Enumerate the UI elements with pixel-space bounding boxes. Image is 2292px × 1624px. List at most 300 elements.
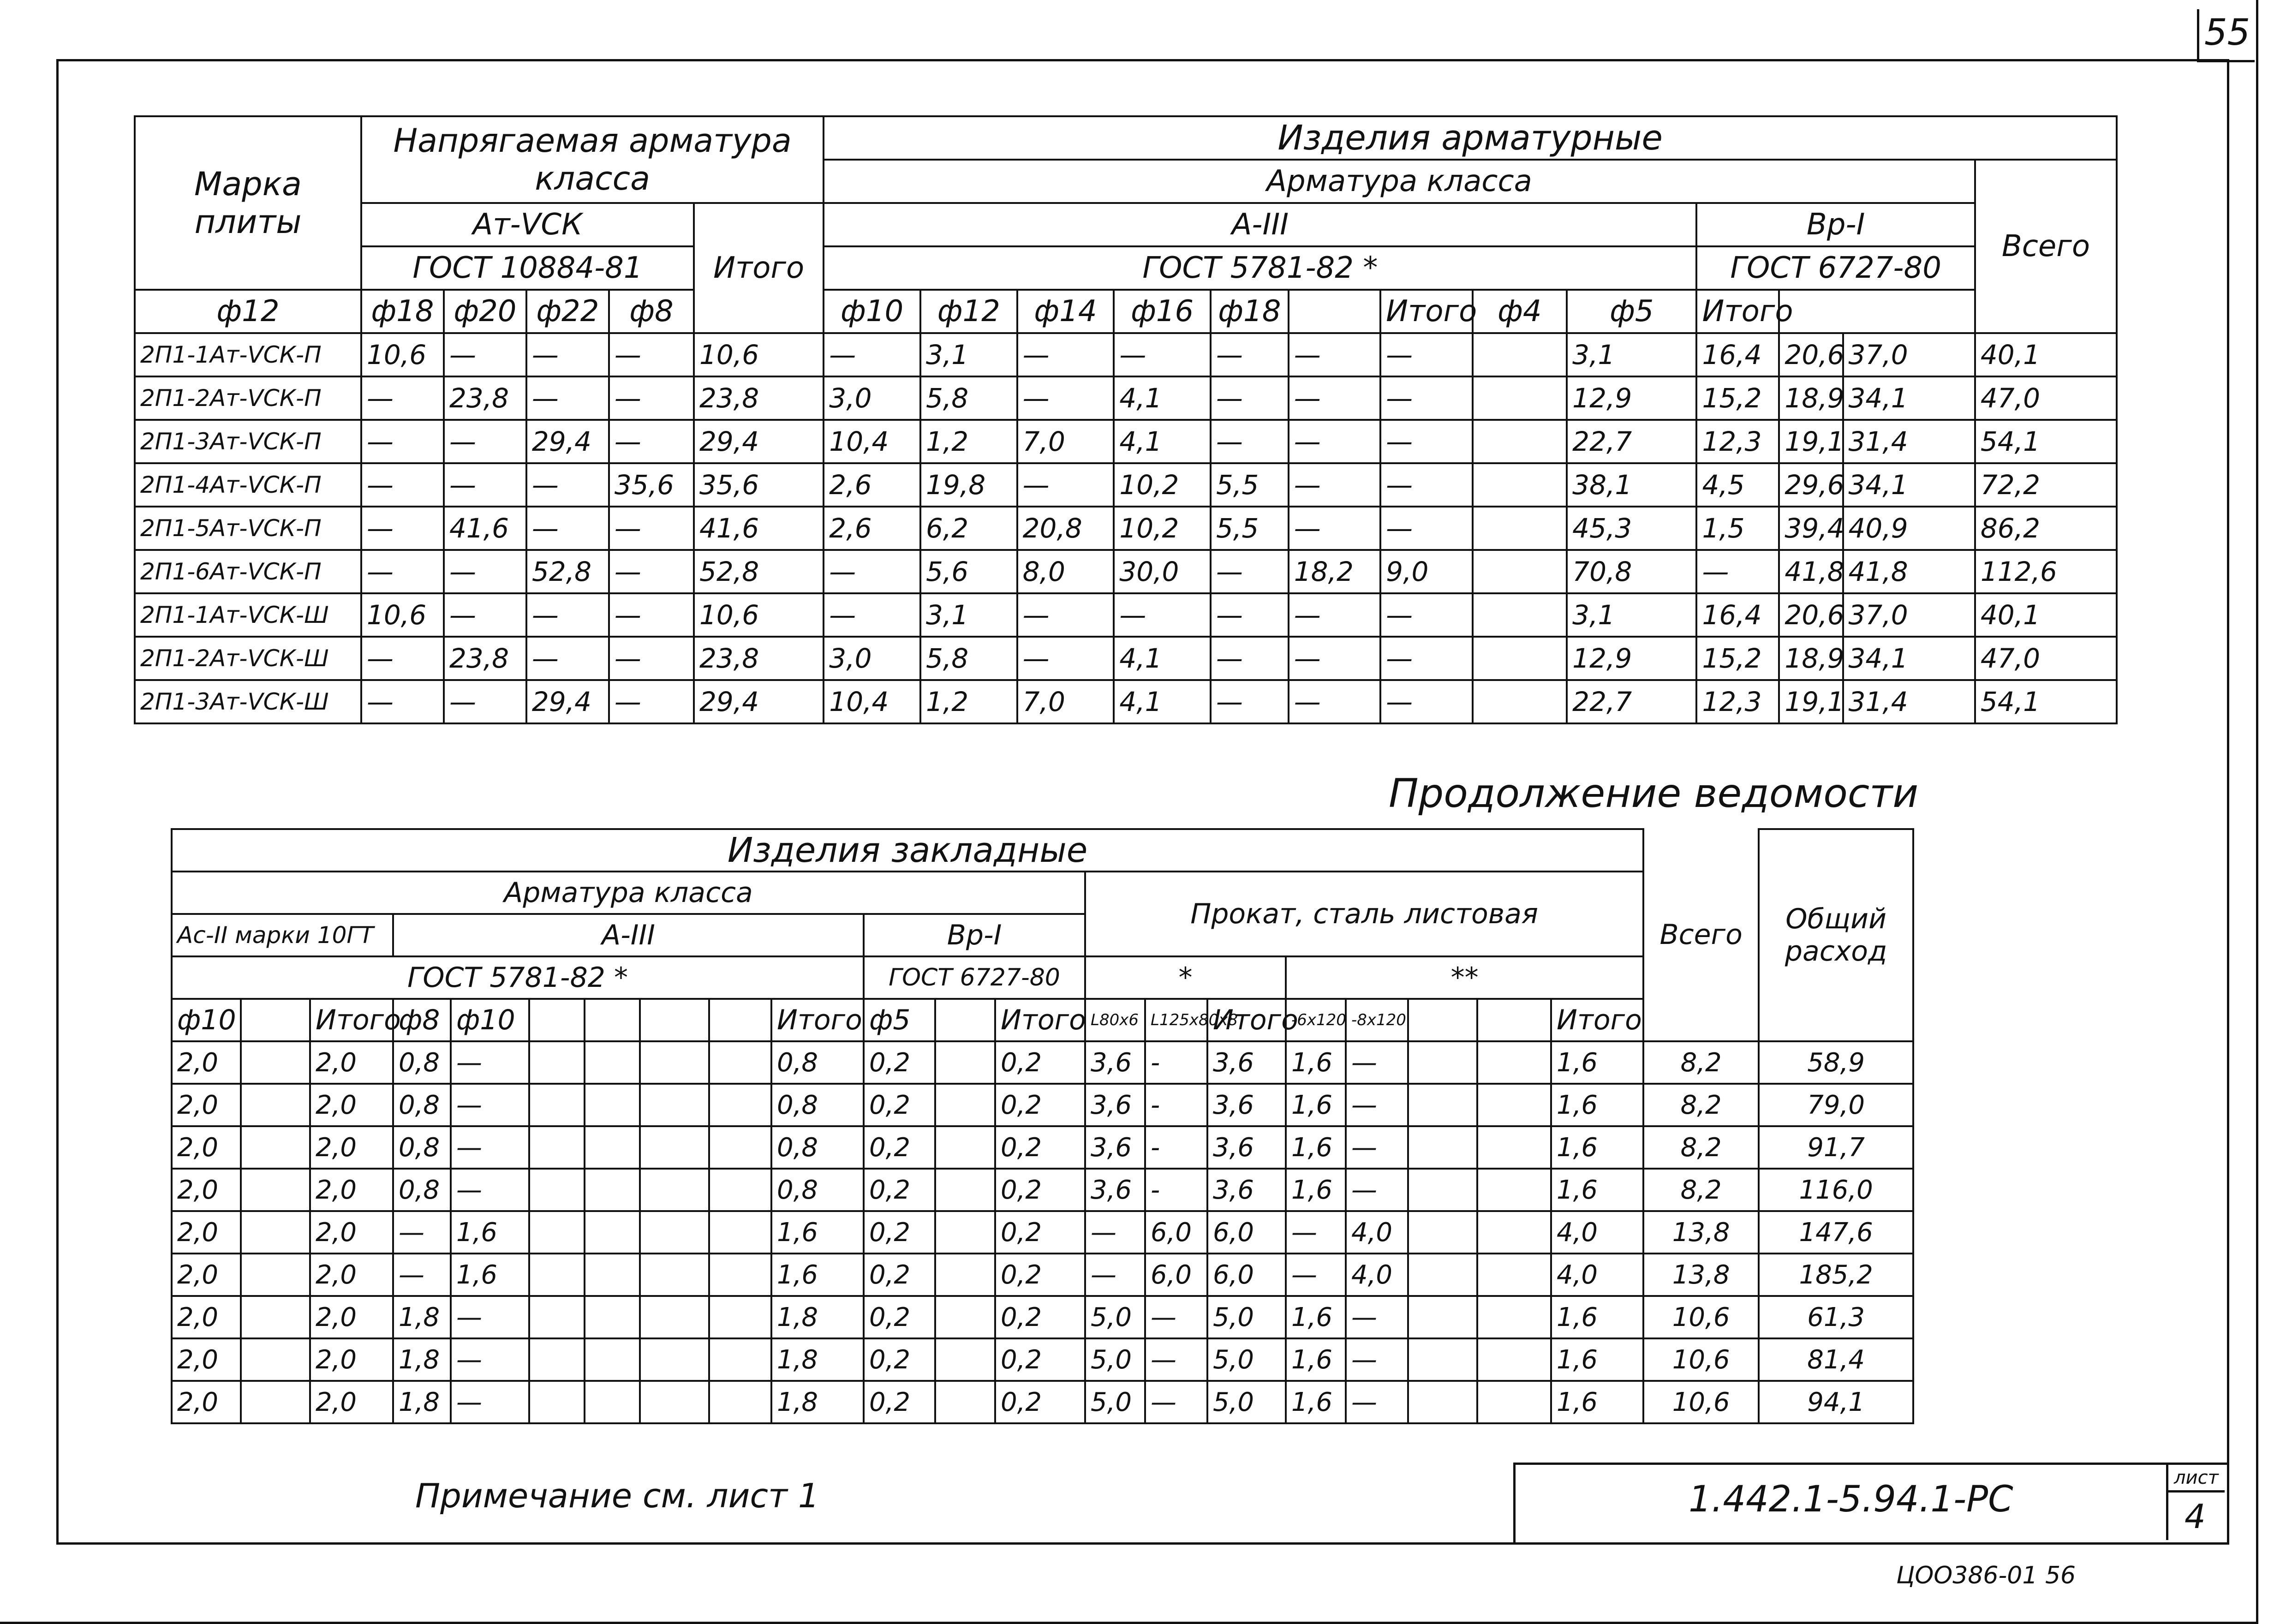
table-cell	[529, 1041, 585, 1084]
table-cell: 22,7	[1567, 680, 1696, 723]
table-cell: —	[1085, 1254, 1145, 1296]
table-cell	[585, 1381, 640, 1423]
table-cell: —	[451, 1381, 529, 1423]
table-cell: 3,6	[1207, 1041, 1286, 1084]
table-cell	[1408, 1338, 1477, 1381]
table-cell: 0,2	[995, 1296, 1085, 1338]
bottom-col-header: ф5	[864, 999, 935, 1041]
table-cell: 18,9	[1779, 376, 1843, 420]
table-cell: 16,4	[1696, 593, 1779, 637]
table-cell: 5,5	[1211, 463, 1289, 507]
table-cell: —	[1211, 420, 1289, 463]
table-cell: —	[1289, 680, 1380, 723]
note: Примечание см. лист 1	[415, 1476, 819, 1515]
table-cell: —	[824, 333, 920, 376]
table-cell: —	[1346, 1381, 1408, 1423]
table-cell: 22,7	[1567, 420, 1696, 463]
row-mark: 2П1-5Aт-VСК-П	[135, 507, 361, 550]
table-cell: -	[1145, 1084, 1207, 1126]
table-cell: 3,6	[1085, 1126, 1145, 1169]
table-cell: 0,2	[995, 1084, 1085, 1126]
table-cell: 5,0	[1207, 1381, 1286, 1423]
table-cell: 40,1	[1975, 333, 2117, 376]
bottom-col-header: Итого	[1551, 999, 1643, 1041]
table-cell	[935, 1338, 995, 1381]
table-cell: —	[444, 333, 526, 376]
top-table	[134, 115, 2118, 724]
table-cell: —	[526, 637, 609, 680]
table-cell: —	[444, 680, 526, 723]
table-cell: 0,2	[864, 1169, 935, 1211]
header-total: Всего	[1643, 829, 1759, 1041]
table-cell: 10,4	[824, 420, 920, 463]
table-cell: 2,0	[310, 1084, 393, 1126]
top-col-header: ф20	[444, 290, 526, 333]
table-cell: 52,8	[694, 550, 824, 593]
table-cell: 4,5	[1696, 463, 1779, 507]
table-cell: —	[361, 376, 444, 420]
table-cell	[1477, 1041, 1551, 1084]
table-cell: 3,6	[1085, 1084, 1145, 1126]
table-cell	[585, 1296, 640, 1338]
table-cell	[640, 1084, 709, 1126]
table-cell: 5,6	[920, 550, 1017, 593]
table-cell: —	[1289, 420, 1380, 463]
table-cell: 1,6	[1551, 1169, 1643, 1211]
table-cell	[585, 1338, 640, 1381]
table-cell: 29,6	[1779, 463, 1843, 507]
table-cell: 0,8	[771, 1041, 864, 1084]
table-cell: —	[1289, 333, 1380, 376]
table-cell: 2,0	[172, 1126, 241, 1169]
table-cell: —	[1289, 637, 1380, 680]
bottom-col-header	[1477, 999, 1551, 1041]
table-cell: 1,6	[1286, 1381, 1346, 1423]
header-a3-gost: ГОСТ 5781-82 *	[824, 246, 1696, 290]
table-cell	[529, 1084, 585, 1126]
table-cell: 40,9	[1843, 507, 1975, 550]
table-cell	[241, 1254, 310, 1296]
table-cell: 18,2	[1289, 550, 1380, 593]
table-row	[135, 593, 2117, 637]
table-cell	[1473, 333, 1567, 376]
table-cell: 0,8	[393, 1126, 451, 1169]
table-cell	[241, 1338, 310, 1381]
table-cell: 10,4	[824, 680, 920, 723]
table-cell: 1,2	[920, 420, 1017, 463]
top-col-header: Итого	[1380, 290, 1472, 333]
header-a3-b: A-III	[393, 914, 864, 956]
table-cell: —	[1380, 463, 1472, 507]
table-cell: 20,6	[1779, 333, 1843, 376]
table-cell: 20,6	[1779, 593, 1843, 637]
table-cell: 5,5	[1211, 507, 1289, 550]
bottom-col-header: ф10	[172, 999, 241, 1041]
table-cell	[585, 1041, 640, 1084]
table-cell: —	[609, 593, 694, 637]
bottom-col-header: Итого	[995, 999, 1085, 1041]
header-rebar-class: Арматура класса	[824, 160, 1975, 203]
table-cell	[241, 1041, 310, 1084]
table-cell	[1473, 376, 1567, 420]
table-cell: 35,6	[609, 463, 694, 507]
table-cell: 8,2	[1643, 1169, 1759, 1211]
table-cell: —	[451, 1296, 529, 1338]
table-cell: —	[361, 463, 444, 507]
table-cell: —	[1696, 550, 1779, 593]
table-cell: 34,1	[1843, 376, 1975, 420]
table-cell: 3,1	[920, 333, 1017, 376]
table-cell: 4,1	[1114, 420, 1211, 463]
table-cell: 3,6	[1207, 1084, 1286, 1126]
continuation-heading: Продолжение ведомости	[1389, 770, 1919, 817]
table-cell	[709, 1169, 771, 1211]
table-cell	[1477, 1211, 1551, 1254]
bottom-col-header	[585, 999, 640, 1041]
table-row	[172, 1296, 1913, 1338]
table-cell: 7,0	[1017, 680, 1114, 723]
table-cell: —	[1289, 593, 1380, 637]
table-cell: 116,0	[1759, 1169, 1913, 1211]
table-cell: 0,2	[995, 1381, 1085, 1423]
table-cell: —	[609, 550, 694, 593]
table-cell	[1408, 1381, 1477, 1423]
table-cell: 58,9	[1759, 1041, 1913, 1084]
table-cell: 1,6	[1551, 1296, 1643, 1338]
table-cell	[709, 1211, 771, 1254]
table-cell: 39,4	[1779, 507, 1843, 550]
table-cell: 20,8	[1017, 507, 1114, 550]
table-cell	[529, 1338, 585, 1381]
table-cell: —	[444, 593, 526, 637]
table-row	[135, 420, 2117, 463]
table-cell	[1408, 1254, 1477, 1296]
table-cell: —	[1017, 333, 1114, 376]
table-cell	[935, 1296, 995, 1338]
table-cell: 112,6	[1975, 550, 2117, 593]
table-cell: 79,0	[1759, 1084, 1913, 1126]
table-cell	[640, 1211, 709, 1254]
table-cell: —	[609, 333, 694, 376]
table-cell	[1473, 463, 1567, 507]
table-row	[172, 1211, 1913, 1254]
table-cell: —	[1145, 1296, 1207, 1338]
top-col-header: ф8	[609, 290, 694, 333]
table-cell: —	[1114, 593, 1211, 637]
table-cell: 54,1	[1975, 680, 2117, 723]
table-cell: —	[361, 550, 444, 593]
table-cell	[935, 1041, 995, 1084]
table-cell: 37,0	[1843, 593, 1975, 637]
table-cell: 0,2	[864, 1084, 935, 1126]
table-cell: 37,0	[1843, 333, 1975, 376]
table-cell: 41,8	[1843, 550, 1975, 593]
bottom-col-header	[935, 999, 995, 1041]
table-cell: 0,2	[995, 1338, 1085, 1381]
table-cell	[1408, 1126, 1477, 1169]
table-cell: 35,6	[694, 463, 824, 507]
table-cell: —	[824, 593, 920, 637]
table-cell: 38,1	[1567, 463, 1696, 507]
row-mark: 2П1-3Aт-VСК-Ш	[135, 680, 361, 723]
header-stressed-gost: ГОСТ 10884-81	[361, 246, 694, 290]
table-cell: 6,0	[1145, 1254, 1207, 1296]
header-bp1-b: Вр-I	[864, 914, 1085, 956]
top-col-header: ф16	[1114, 290, 1211, 333]
table-cell: 0,2	[864, 1338, 935, 1381]
row-mark: 2П1-4Aт-VСК-П	[135, 463, 361, 507]
table-cell: 1,6	[451, 1254, 529, 1296]
table-cell: —	[526, 376, 609, 420]
table-cell: 0,2	[995, 1169, 1085, 1211]
table-cell: —	[1017, 637, 1114, 680]
table-row	[135, 507, 2117, 550]
table-cell: 0,2	[995, 1126, 1085, 1169]
table-cell: —	[1114, 333, 1211, 376]
table-cell	[935, 1126, 995, 1169]
table-cell: 5,0	[1207, 1296, 1286, 1338]
table-cell	[935, 1211, 995, 1254]
table-cell: 72,2	[1975, 463, 2117, 507]
table-cell: 2,0	[310, 1169, 393, 1211]
header-ac2: Ac-II марки 10ГТ	[172, 914, 393, 956]
table-cell: 1,6	[1286, 1126, 1346, 1169]
table-cell: —	[1211, 637, 1289, 680]
header-mark: Марка плиты	[135, 116, 361, 290]
table-row	[135, 376, 2117, 420]
table-cell: 19,1	[1779, 420, 1843, 463]
table-row	[135, 637, 2117, 680]
table-row	[172, 1126, 1913, 1169]
table-cell: 2,6	[824, 463, 920, 507]
row-mark: 2П1-1Aт-VСК-П	[135, 333, 361, 376]
bottom-col-header	[1408, 999, 1477, 1041]
table-cell: 1,8	[393, 1381, 451, 1423]
row-mark: 2П1-2Aт-VСК-П	[135, 376, 361, 420]
table-cell: —	[451, 1126, 529, 1169]
table-cell	[1477, 1381, 1551, 1423]
table-cell: 3,0	[824, 637, 920, 680]
table-cell: 41,6	[694, 507, 824, 550]
table-cell: —	[1380, 420, 1472, 463]
table-cell	[1473, 420, 1567, 463]
table-cell: 2,0	[310, 1211, 393, 1254]
table-cell: 4,1	[1114, 680, 1211, 723]
row-mark: 2П1-6Aт-VСК-П	[135, 550, 361, 593]
table-cell: 0,8	[393, 1041, 451, 1084]
table-cell: —	[1346, 1084, 1408, 1126]
table-cell: 5,0	[1207, 1338, 1286, 1381]
table-cell: —	[1211, 333, 1289, 376]
table-cell: —	[451, 1084, 529, 1126]
table-cell	[585, 1211, 640, 1254]
table-cell: —	[451, 1338, 529, 1381]
table-cell: 2,0	[172, 1169, 241, 1211]
bottom-col-header	[709, 999, 771, 1041]
table-cell: —	[1211, 593, 1289, 637]
table-cell	[709, 1296, 771, 1338]
table-cell	[241, 1084, 310, 1126]
table-cell: —	[361, 680, 444, 723]
table-cell: —	[1286, 1254, 1346, 1296]
table-cell: 2,0	[172, 1211, 241, 1254]
table-cell: 19,8	[920, 463, 1017, 507]
table-cell: 2,0	[310, 1381, 393, 1423]
table-cell: 45,3	[1567, 507, 1696, 550]
table-cell: 0,2	[864, 1041, 935, 1084]
table-cell: 23,8	[444, 376, 526, 420]
table-cell: 1,8	[393, 1296, 451, 1338]
table-cell: 29,4	[526, 420, 609, 463]
top-col-header: ф14	[1017, 290, 1114, 333]
bottom-col-header: Итого	[310, 999, 393, 1041]
table-cell: 91,7	[1759, 1126, 1913, 1169]
table-cell: 81,4	[1759, 1338, 1913, 1381]
table-cell: 2,6	[824, 507, 920, 550]
top-col-header: ф18	[361, 290, 444, 333]
table-cell: 6,0	[1207, 1254, 1286, 1296]
table-cell: 1,6	[1286, 1296, 1346, 1338]
bottom-col-header: -6x120	[1286, 999, 1346, 1041]
table-cell: —	[1085, 1211, 1145, 1254]
bottom-col-header: ф10	[451, 999, 529, 1041]
header-rolled: Прокат, сталь листовая	[1085, 872, 1643, 956]
table-cell	[1477, 1254, 1551, 1296]
table-cell: 12,9	[1567, 637, 1696, 680]
header-a3-gost-b: ГОСТ 5781-82 *	[172, 956, 864, 999]
table-cell	[935, 1084, 995, 1126]
table-cell: —	[1380, 593, 1472, 637]
table-cell: 0,2	[995, 1254, 1085, 1296]
table-cell: —	[361, 637, 444, 680]
row-mark: 2П1-1Aт-VСК-Ш	[135, 593, 361, 637]
table-row	[172, 1381, 1913, 1423]
row-mark: 2П1-3Aт-VСК-П	[135, 420, 361, 463]
table-cell: 8,0	[1017, 550, 1114, 593]
table-cell: 1,6	[1551, 1084, 1643, 1126]
table-cell: —	[1346, 1169, 1408, 1211]
table-cell: 2,0	[172, 1296, 241, 1338]
table-cell: 0,2	[864, 1296, 935, 1338]
table-cell: 10,6	[694, 593, 824, 637]
table-cell: —	[444, 420, 526, 463]
table-cell: 94,1	[1759, 1381, 1913, 1423]
table-row	[135, 680, 2117, 723]
table-cell	[1477, 1169, 1551, 1211]
table-cell	[529, 1126, 585, 1169]
table-cell: —	[1286, 1211, 1346, 1254]
table-cell	[935, 1254, 995, 1296]
table-cell: —	[1211, 680, 1289, 723]
table-cell: 3,0	[824, 376, 920, 420]
table-cell: -	[1145, 1126, 1207, 1169]
table-cell: 1,6	[1551, 1381, 1643, 1423]
table-cell: —	[361, 420, 444, 463]
table-cell: —	[609, 507, 694, 550]
table-row	[172, 1169, 1913, 1211]
table-cell	[1477, 1084, 1551, 1126]
header-all: Всего	[1975, 160, 2117, 333]
header-bp1-gost-b: ГОСТ 6727-80	[864, 956, 1085, 999]
table-cell	[640, 1041, 709, 1084]
table-cell: 23,8	[444, 637, 526, 680]
table-cell: 70,8	[1567, 550, 1696, 593]
table-cell: 0,2	[864, 1254, 935, 1296]
top-col-header: ф10	[824, 290, 920, 333]
table-cell: —	[1380, 507, 1472, 550]
table-cell: 31,4	[1843, 420, 1975, 463]
table-cell: 34,1	[1843, 463, 1975, 507]
table-cell	[1408, 1041, 1477, 1084]
table-cell	[709, 1381, 771, 1423]
table-cell: 5,0	[1085, 1296, 1145, 1338]
table-cell: 29,4	[526, 680, 609, 723]
table-cell: 2,0	[172, 1381, 241, 1423]
table-cell	[935, 1169, 995, 1211]
bottom-col-header: ф8	[393, 999, 451, 1041]
table-cell: 54,1	[1975, 420, 2117, 463]
table-cell: 1,8	[393, 1338, 451, 1381]
table-cell: 6,2	[920, 507, 1017, 550]
table-cell: —	[1380, 680, 1472, 723]
table-cell	[529, 1211, 585, 1254]
table-row	[172, 1041, 1913, 1084]
table-cell	[1473, 550, 1567, 593]
bottom-col-header: L80x6	[1085, 999, 1145, 1041]
table-cell	[585, 1254, 640, 1296]
table-cell: —	[609, 680, 694, 723]
table-cell: —	[1145, 1338, 1207, 1381]
table-cell	[1408, 1211, 1477, 1254]
table-cell: —	[1211, 376, 1289, 420]
table-cell: 185,2	[1759, 1254, 1913, 1296]
table-cell	[241, 1296, 310, 1338]
table-cell: 8,2	[1643, 1126, 1759, 1169]
table-cell: —	[824, 550, 920, 593]
top-col-header	[1289, 290, 1380, 333]
table-cell: —	[1017, 376, 1114, 420]
table-cell: 2,0	[310, 1254, 393, 1296]
header-items: Изделия арматурные	[824, 116, 2117, 160]
table-cell	[529, 1381, 585, 1423]
table-row	[135, 550, 2117, 593]
table-cell: —	[526, 463, 609, 507]
table-cell: 40,1	[1975, 593, 2117, 637]
table-cell: —	[1346, 1296, 1408, 1338]
table-cell: 1,8	[771, 1381, 864, 1423]
header-stressed-class: Aт-VСК	[361, 203, 694, 246]
table-cell: 6,0	[1145, 1211, 1207, 1254]
table-cell: 12,3	[1696, 420, 1779, 463]
table-cell: 1,8	[771, 1338, 864, 1381]
table-cell: 7,0	[1017, 420, 1114, 463]
table-cell: 0,8	[393, 1084, 451, 1126]
table-cell: 2,0	[172, 1041, 241, 1084]
table-cell: 0,8	[771, 1126, 864, 1169]
table-cell: -	[1145, 1169, 1207, 1211]
table-cell: 29,4	[694, 680, 824, 723]
table-cell: 0,8	[771, 1084, 864, 1126]
table-cell	[640, 1296, 709, 1338]
table-cell: 1,6	[771, 1254, 864, 1296]
bottom-table	[171, 828, 1914, 1424]
table-cell	[1473, 593, 1567, 637]
table-cell: 0,8	[393, 1169, 451, 1211]
table-cell: 41,6	[444, 507, 526, 550]
table-cell: 4,1	[1114, 637, 1211, 680]
table-cell: 23,8	[694, 637, 824, 680]
table-cell: —	[444, 463, 526, 507]
